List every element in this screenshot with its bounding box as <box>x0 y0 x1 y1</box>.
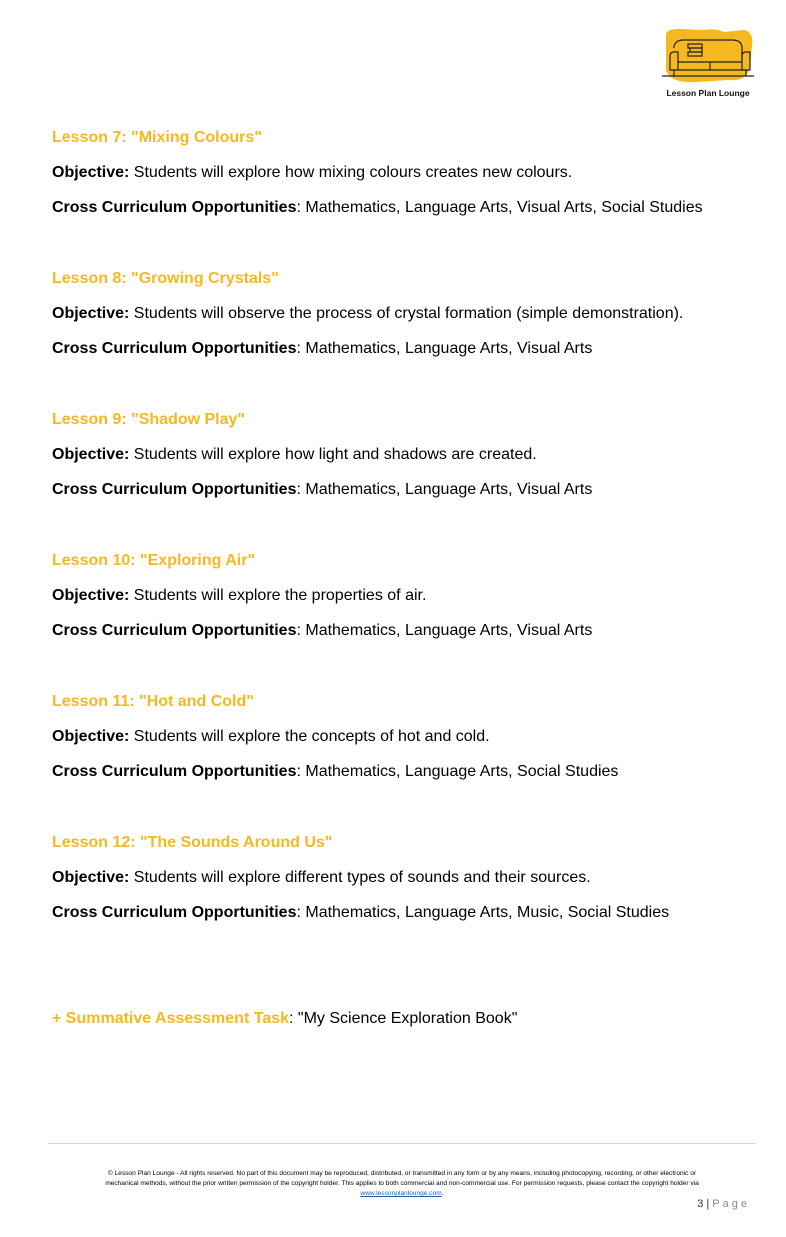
cross-curriculum-text: : Mathematics, Language Arts, Visual Arts, Social Studies <box>296 199 703 216</box>
objective-label: Objective: <box>52 164 130 181</box>
sofa-logo-icon <box>658 26 758 88</box>
cross-curriculum-text: : Mathematics, Language Arts, Visual Arts <box>296 622 593 639</box>
summative-label: + Summative Assessment Task <box>52 1010 290 1027</box>
cross-curriculum-line <box>52 479 762 501</box>
cross-curriculum-line <box>52 338 762 360</box>
copyright-notice <box>48 1169 756 1199</box>
lesson-block <box>52 832 762 924</box>
objective-label: Objective: <box>52 728 130 745</box>
lesson-block <box>52 127 762 219</box>
objective-text: Students will observe the process of crystal formation (simple demonstration). <box>129 305 684 322</box>
link-suffix: . <box>441 1190 444 1197</box>
objective-label: Objective: <box>52 869 130 886</box>
cross-curriculum-label: Cross Curriculum Opportunities <box>52 763 297 780</box>
cross-curriculum-text: : Mathematics, Language Arts, Visual Arts <box>296 340 593 357</box>
cross-curriculum-label: Cross Curriculum Opportunities <box>52 904 297 921</box>
objective-line <box>52 585 762 607</box>
cross-curriculum-line <box>52 620 762 642</box>
summative-assessment <box>52 1008 517 1030</box>
copyright-line-2: mechanical methods, without the prior written permission of the copyright holder. This applies to both commercial and non-commercial use. For permission requests, please contact the copyright holder via <box>105 1180 699 1187</box>
lesson-title: Lesson 8: "Growing Crystals" <box>52 270 279 287</box>
objective-line <box>52 303 762 325</box>
cross-curriculum-label: Cross Curriculum Opportunities <box>52 340 297 357</box>
lesson-title: Lesson 9: "Shadow Play" <box>52 411 245 428</box>
lesson-title: Lesson 10: "Exploring Air" <box>52 552 256 569</box>
page-number <box>697 1198 750 1210</box>
objective-text: Students will explore how mixing colours creates new colours. <box>129 164 573 181</box>
website-link[interactable]: www.lessonplanlounge.com <box>360 1190 442 1197</box>
lesson-block <box>52 268 762 360</box>
objective-label: Objective: <box>52 587 130 604</box>
page-separator: | <box>703 1198 713 1210</box>
lesson-block <box>52 691 762 783</box>
logo-text: Lesson Plan Lounge <box>666 88 750 98</box>
objective-line <box>52 867 762 889</box>
copyright-line-1: © Lesson Plan Lounge - All rights reserved. No part of this document may be reproduced, distributed, or transmitted in any form or by any means, including photocopying, recording, or other electronic or <box>107 1170 697 1177</box>
objective-label: Objective: <box>52 305 130 322</box>
footer-divider <box>48 1143 756 1144</box>
logo <box>658 26 758 100</box>
lesson-title: Lesson 12: "The Sounds Around Us" <box>52 834 333 851</box>
cross-curriculum-text: : Mathematics, Language Arts, Social Studies <box>296 763 619 780</box>
page-word: Page <box>712 1198 750 1210</box>
lesson-title: Lesson 7: "Mixing Colours" <box>52 129 262 146</box>
objective-text: Students will explore the properties of air. <box>129 587 427 604</box>
lesson-block <box>52 550 762 642</box>
cross-curriculum-line <box>52 902 762 924</box>
page-number-value: 3 <box>697 1198 704 1210</box>
cross-curriculum-text: : Mathematics, Language Arts, Visual Arts <box>296 481 593 498</box>
lesson-block <box>52 409 762 501</box>
lesson-title: Lesson 11: "Hot and Cold" <box>52 693 254 710</box>
cross-curriculum-line <box>52 761 762 783</box>
cross-curriculum-label: Cross Curriculum Opportunities <box>52 199 297 216</box>
objective-label: Objective: <box>52 446 130 463</box>
objective-line <box>52 162 762 184</box>
objective-text: Students will explore different types of sounds and their sources. <box>129 869 591 886</box>
objective-line <box>52 444 762 466</box>
objective-text: Students will explore how light and shadows are created. <box>129 446 537 463</box>
objective-line <box>52 726 762 748</box>
objective-text: Students will explore the concepts of hot and cold. <box>129 728 490 745</box>
summative-value: : "My Science Exploration Book" <box>289 1010 518 1027</box>
cross-curriculum-label: Cross Curriculum Opportunities <box>52 481 297 498</box>
cross-curriculum-text: : Mathematics, Language Arts, Music, Social Studies <box>296 904 670 921</box>
cross-curriculum-label: Cross Curriculum Opportunities <box>52 622 297 639</box>
cross-curriculum-line <box>52 197 762 219</box>
